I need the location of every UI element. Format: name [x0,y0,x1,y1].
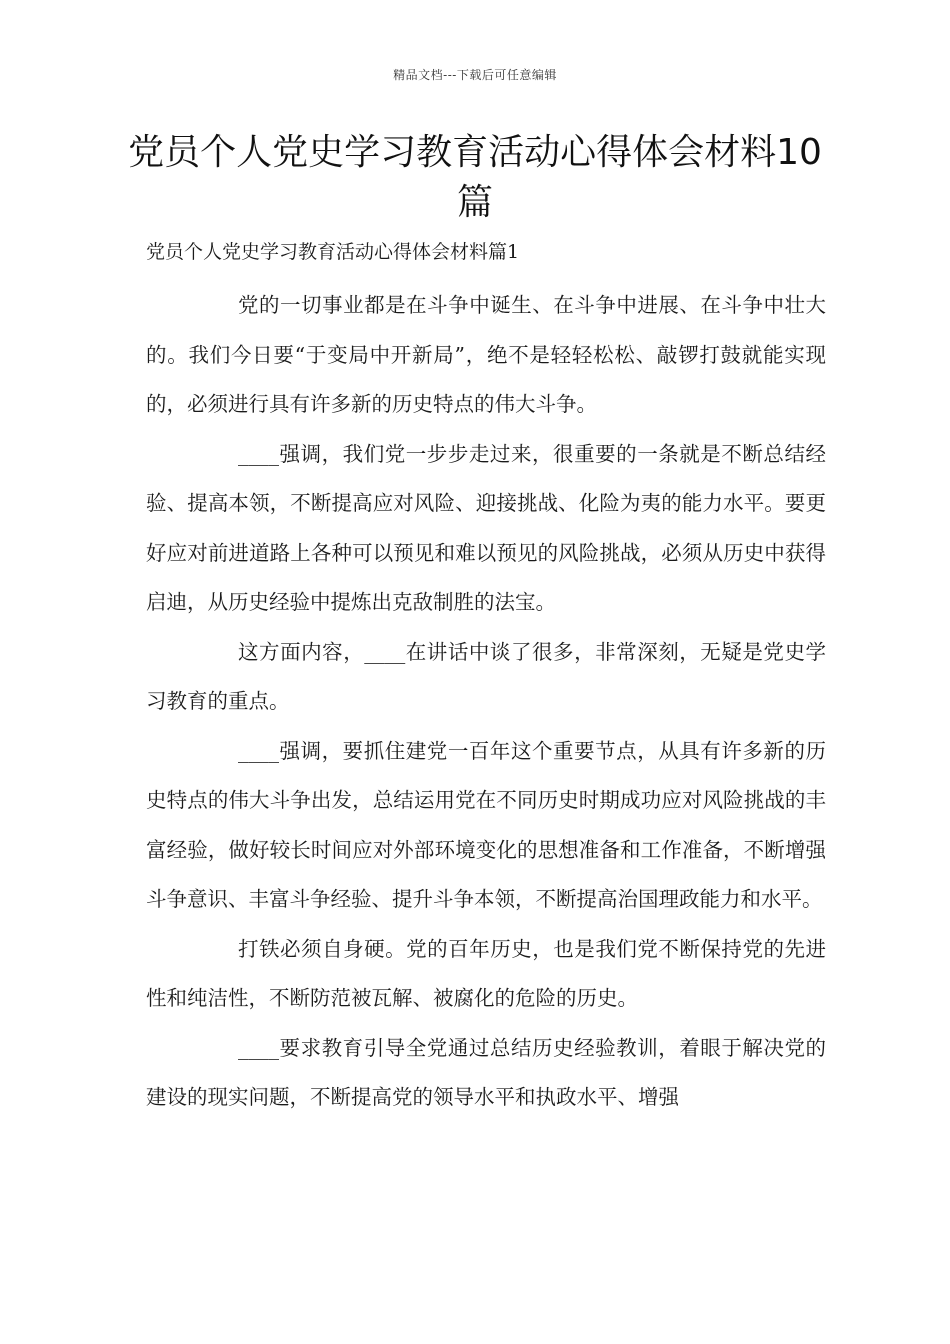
document-title: 党员个人党史学习教育活动心得体会材料10篇 [128,132,822,223]
paragraph: 这方面内容，____在讲话中谈了很多，非常深刻，无疑是党史学习教育的重点。 [146,639,826,713]
section-subtitle: 党员个人党史学习教育活动心得体会材料篇1 [146,241,520,263]
document-body [146,281,826,1123]
paragraph: 打铁必须自身硬。党的百年历史，也是我们党不断保持党的先进性和纯洁性，不断防范被瓦解、被腐化的危险的历史。 [146,936,826,1010]
paragraph: ____要求教育引导全党通过总结历史经验教训，着眼于解决党的建设的现实问题，不断提高党的领导水平和执政水平、增强 [146,1035,826,1109]
page-header: 精品文档---下载后可任意编辑 [393,68,557,82]
paragraph: 党的一切事业都是在斗争中诞生、在斗争中进展、在斗争中壮大的。我们今日要“于变局中开新局”，绝不是轻轻松松、敲锣打鼓就能实现的，必须进行具有许多新的历史特点的伟大斗争。 [146,293,826,416]
paragraph: ____强调，要抓住建党一百年这个重要节点，从具有许多新的历史特点的伟大斗争出发，总结运用党在不同历史时期成功应对风险挑战的丰富经验，做好较长时间应对外部环境变化的思想准备和工作准备，不断增强斗争意识、丰富斗争经验、提升斗争本领，不断提高治国理政能力和水平。 [146,738,826,911]
paragraph: ____强调，我们党一步步走过来，很重要的一条就是不断总结经验、提高本领，不断提高应对风险、迎接挑战、化险为夷的能力水平。要更好应对前进道路上各种可以预见和难以预见的风险挑战，必须从历史中获得启迪，从历史经验中提炼出克敌制胜的法宝。 [146,441,826,614]
